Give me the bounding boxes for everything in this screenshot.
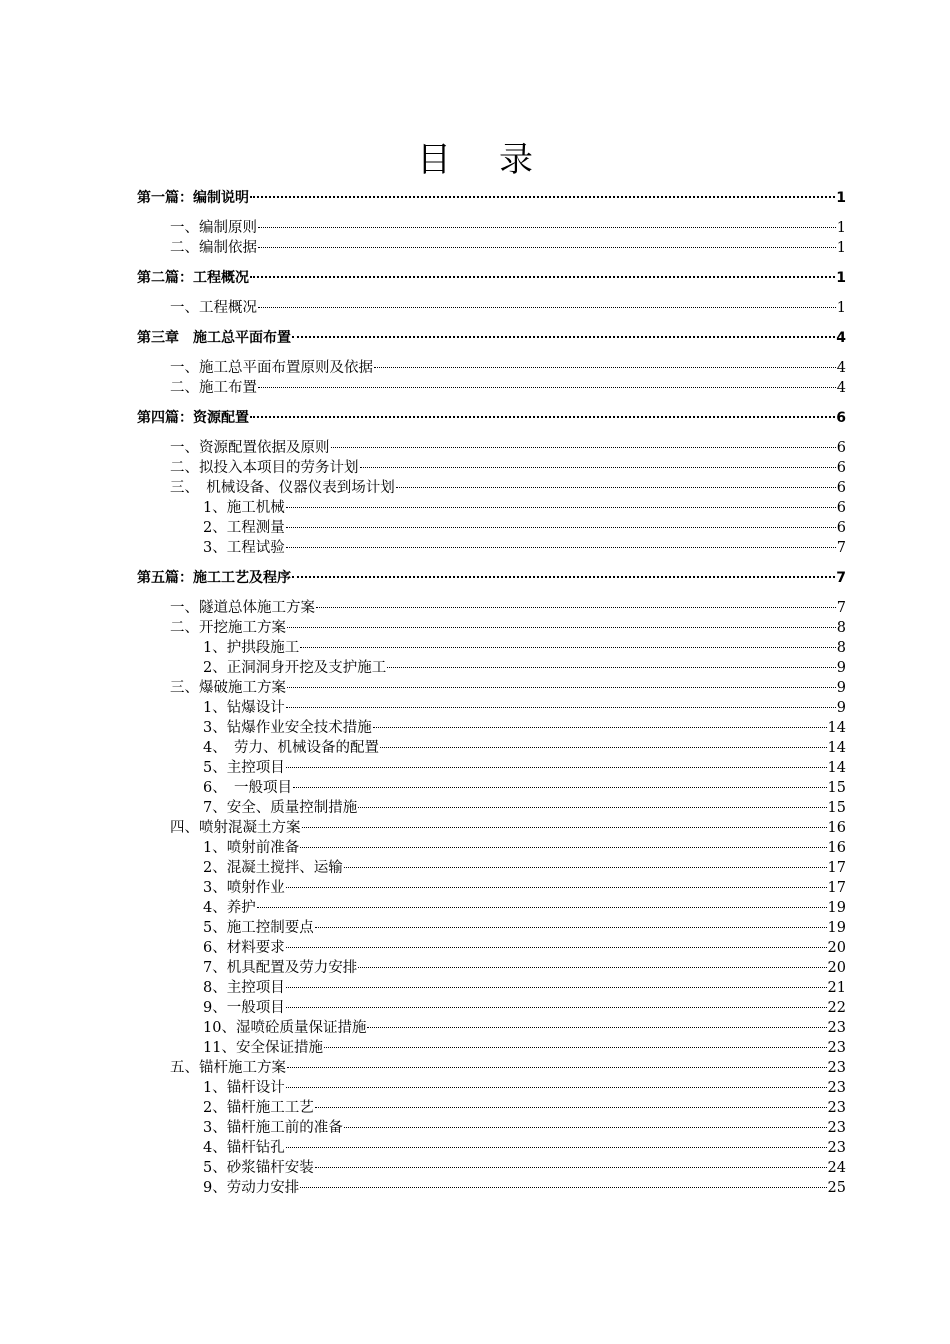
dot-leader [315,1107,827,1108]
toc-entry-page-number: 6 [836,500,846,516]
toc-entry-subsection[interactable] [203,1118,846,1138]
toc-entry-subsection[interactable] [203,918,846,938]
toc-entry-label: 1、钻爆设计 [203,700,285,716]
toc-entry-subsection[interactable] [203,898,846,918]
toc-entry-label: 7、安全、质量控制措施 [203,800,358,816]
toc-entry-page-number: 9 [836,660,846,676]
toc-entry-page-number: 4 [836,380,846,396]
toc-entry-label: 3、钻爆作业安全技术措施 [203,720,372,736]
dot-leader [292,336,835,338]
toc-entry-subsection[interactable] [203,858,846,878]
dot-leader [258,247,836,248]
toc-entry-label: 一、隧道总体施工方案 [170,600,315,616]
toc-entry-subsection[interactable] [203,938,846,958]
toc-entry-page-number: 16 [827,840,846,856]
toc-entry-subsection[interactable] [203,1038,846,1058]
toc-entry-subsection[interactable] [203,638,846,658]
toc-entry-label: 8、主控项目 [203,980,285,996]
toc-entry-section[interactable] [170,1058,846,1078]
dot-leader [250,276,835,278]
toc-entry-section[interactable] [170,818,846,838]
toc-entry-label: 四、喷射混凝土方案 [170,820,301,836]
dot-leader [286,1007,827,1008]
toc-entry-subsection[interactable] [203,978,846,998]
toc-entry-label: 二、施工布置 [170,380,257,396]
dot-leader [287,627,836,628]
dot-leader [286,767,827,768]
dot-leader [286,507,836,508]
toc-entry-label: 2、锚杆施工工艺 [203,1100,314,1116]
toc-entry-page-number: 7 [836,570,846,586]
toc-entry-label: 一、编制原则 [170,220,257,236]
page-title [0,138,950,182]
toc-entry-section[interactable] [170,238,846,258]
toc-entry-page-number: 6 [836,520,846,536]
toc-entry-label: 2、正洞洞身开挖及支护施工 [203,660,387,676]
toc-entry-page-number: 15 [827,780,846,796]
toc-entry-label: 4、 劳力、机械设备的配置 [203,740,379,756]
title-char-1: 目 [417,140,451,180]
toc-entry-label: 二、编制依据 [170,240,257,256]
dot-leader [286,547,836,548]
dot-leader [358,807,826,808]
toc-entry-label: 第四篇：资源配置 [137,410,249,426]
dot-leader [257,907,827,908]
toc-entry-label: 第二篇：工程概况 [137,270,249,286]
toc-entry-label: 一、资源配置依据及原则 [170,440,330,456]
toc-entry-subsection[interactable] [203,718,846,738]
toc-entry-page-number: 1 [836,220,846,236]
toc-entry-page-number: 22 [827,1000,846,1016]
toc-entry-subsection[interactable] [203,778,846,798]
toc-entry-label: 3、喷射作业 [203,880,285,896]
toc-entry-label: 1、锚杆设计 [203,1080,285,1096]
toc-entry-label: 二、开挖施工方案 [170,620,286,636]
dot-leader [344,867,827,868]
toc-entry-page-number: 1 [836,300,846,316]
toc-entry-label: 9、一般项目 [203,1000,285,1016]
toc-entry-section[interactable] [170,678,846,698]
toc-entry-subsection[interactable] [203,1018,846,1038]
toc-entry-section[interactable] [170,358,846,378]
toc-entry-label: 5、施工控制要点 [203,920,314,936]
dot-leader [387,667,836,668]
toc-entry-label: 5、主控项目 [203,760,285,776]
toc-entry-page-number: 9 [836,680,846,696]
toc-entry-page-number: 17 [827,860,846,876]
toc-entry-section[interactable] [170,598,846,618]
dot-leader [367,1027,826,1028]
toc-entry-label: 7、机具配置及劳力安排 [203,960,358,976]
toc-entry-subsection[interactable] [203,1138,846,1158]
toc-entry-page-number: 14 [827,760,846,776]
toc-entry-label: 1、护拱段施工 [203,640,300,656]
toc-entry-page-number: 4 [836,360,846,376]
toc-entry-section[interactable] [170,478,846,498]
toc-entry-page-number: 6 [836,460,846,476]
toc-entry-subsection[interactable] [203,698,846,718]
toc-entry-page-number: 8 [836,640,846,656]
dot-leader [250,196,835,198]
dot-leader [286,527,836,528]
toc-entry-label: 2、工程测量 [203,520,285,536]
toc-entry-page-number: 8 [836,620,846,636]
toc-entry-page-number: 23 [827,1080,846,1096]
toc-entry-label: 4、锚杆钻孔 [203,1140,285,1156]
toc-entry-chapter[interactable] [137,268,846,288]
toc-entry-label: 一、工程概况 [170,300,257,316]
toc-entry-page-number: 16 [827,820,846,836]
toc-entry-subsection[interactable] [203,538,846,558]
dot-leader [331,447,836,448]
toc-entry-page-number: 20 [827,960,846,976]
dot-leader [300,1187,826,1188]
toc-entry-page-number: 6 [836,480,846,496]
dot-leader [360,467,836,468]
dot-leader [374,367,836,368]
toc-entry-label: 3、锚杆施工前的准备 [203,1120,343,1136]
dot-leader [250,416,835,418]
toc-entry-label: 6、材料要求 [203,940,285,956]
toc-entry-label: 6、 一般项目 [203,780,292,796]
toc-entry-section[interactable] [170,438,846,458]
dot-leader [380,747,827,748]
toc-entry-page-number: 19 [827,900,846,916]
dot-leader [300,847,826,848]
toc-entry-section[interactable] [170,218,846,238]
toc-entry-chapter[interactable] [137,328,846,348]
toc-entry-page-number: 23 [827,1120,846,1136]
dot-leader [287,1067,827,1068]
toc-entry-page-number: 20 [827,940,846,956]
dot-leader [315,1167,827,1168]
toc-entry-page-number: 23 [827,1040,846,1056]
toc-entry-page-number: 23 [827,1060,846,1076]
toc-entry-subsection[interactable] [203,738,846,758]
toc-entry-page-number: 15 [827,800,846,816]
toc-entry-page-number: 1 [836,190,846,206]
toc-entry-label: 10、湿喷砼质量保证措施 [203,1020,367,1036]
toc-entry-page-number: 6 [836,410,846,426]
toc-entry-label: 3、工程试验 [203,540,285,556]
dot-leader [316,607,836,608]
toc-entry-section[interactable] [170,458,846,478]
toc-entry-page-number: 7 [836,540,846,556]
toc-entry-subsection[interactable] [203,658,846,678]
toc-entry-page-number: 23 [827,1140,846,1156]
toc-entry-label: 三、 机械设备、仪器仪表到场计划 [170,480,395,496]
dot-leader [344,1127,827,1128]
dot-leader [286,887,827,888]
toc-entry-page-number: 4 [836,330,846,346]
toc-entry-page-number: 25 [827,1180,846,1196]
toc-entry-label: 5、砂浆锚杆安装 [203,1160,314,1176]
toc-entry-subsection[interactable] [203,498,846,518]
dot-leader [396,487,836,488]
toc-entry-label: 11、安全保证措施 [203,1040,323,1056]
dot-leader [302,827,827,828]
toc-entry-subsection[interactable] [203,758,846,778]
dot-leader [292,576,835,578]
dot-leader [258,227,836,228]
toc-entry-label: 9、劳动力安排 [203,1180,300,1196]
toc-entry-label: 一、施工总平面布置原则及依据 [170,360,373,376]
toc-entry-page-number: 23 [827,1100,846,1116]
dot-leader [286,707,836,708]
toc-entry-label: 二、拟投入本项目的劳务计划 [170,460,359,476]
dot-leader [286,1087,827,1088]
toc-entry-chapter[interactable] [137,188,846,208]
toc-entry-subsection[interactable] [203,1078,846,1098]
toc-entry-page-number: 23 [827,1020,846,1036]
dot-leader [315,927,827,928]
toc-entry-subsection[interactable] [203,798,846,818]
toc-entry-page-number: 14 [827,740,846,756]
toc-entry-label: 1、施工机械 [203,500,285,516]
dot-leader [300,647,836,648]
toc-entry-chapter[interactable] [137,408,846,428]
toc-entry-label: 第三章 施工总平面布置 [137,330,291,346]
dot-leader [324,1047,827,1048]
dot-leader [258,387,836,388]
dot-leader [293,787,827,788]
dot-leader [286,1147,827,1148]
toc-entry-section[interactable] [170,378,846,398]
toc-entry-chapter[interactable] [137,568,846,588]
toc-entry-page-number: 14 [827,720,846,736]
toc-entry-label: 第一篇：编制说明 [137,190,249,206]
toc-entry-page-number: 1 [836,240,846,256]
toc-entry-page-number: 7 [836,600,846,616]
toc-entry-label: 4、养护 [203,900,256,916]
toc-entry-page-number: 1 [836,270,846,286]
toc-entry-page-number: 9 [836,700,846,716]
toc-entry-label: 2、混凝土搅拌、运输 [203,860,343,876]
dot-leader [286,987,827,988]
toc-entry-label: 第五篇：施工工艺及程序 [137,570,291,586]
toc-entry-subsection[interactable] [203,1098,846,1118]
toc-entry-subsection[interactable] [203,518,846,538]
toc-entry-label: 五、锚杆施工方案 [170,1060,286,1076]
dot-leader [287,687,836,688]
toc-entry-page-number: 24 [827,1160,846,1176]
toc-entry-label: 三、爆破施工方案 [170,680,286,696]
toc-entry-subsection[interactable] [203,1178,846,1198]
dot-leader [258,307,836,308]
toc-entry-label: 1、喷射前准备 [203,840,300,856]
toc-entry-subsection[interactable] [203,838,846,858]
title-char-2: 录 [499,140,533,180]
toc-entry-subsection[interactable] [203,1158,846,1178]
toc-entry-section[interactable] [170,298,846,318]
toc-entry-subsection[interactable] [203,878,846,898]
dot-leader [286,947,827,948]
toc-entry-section[interactable] [170,618,846,638]
dot-leader [373,727,827,728]
toc-entry-page-number: 19 [827,920,846,936]
toc-entry-page-number: 17 [827,880,846,896]
toc-entry-page-number: 21 [827,980,846,996]
dot-leader [358,967,826,968]
toc-entry-page-number: 6 [836,440,846,456]
toc-entry-subsection[interactable] [203,998,846,1018]
toc-entry-subsection[interactable] [203,958,846,978]
